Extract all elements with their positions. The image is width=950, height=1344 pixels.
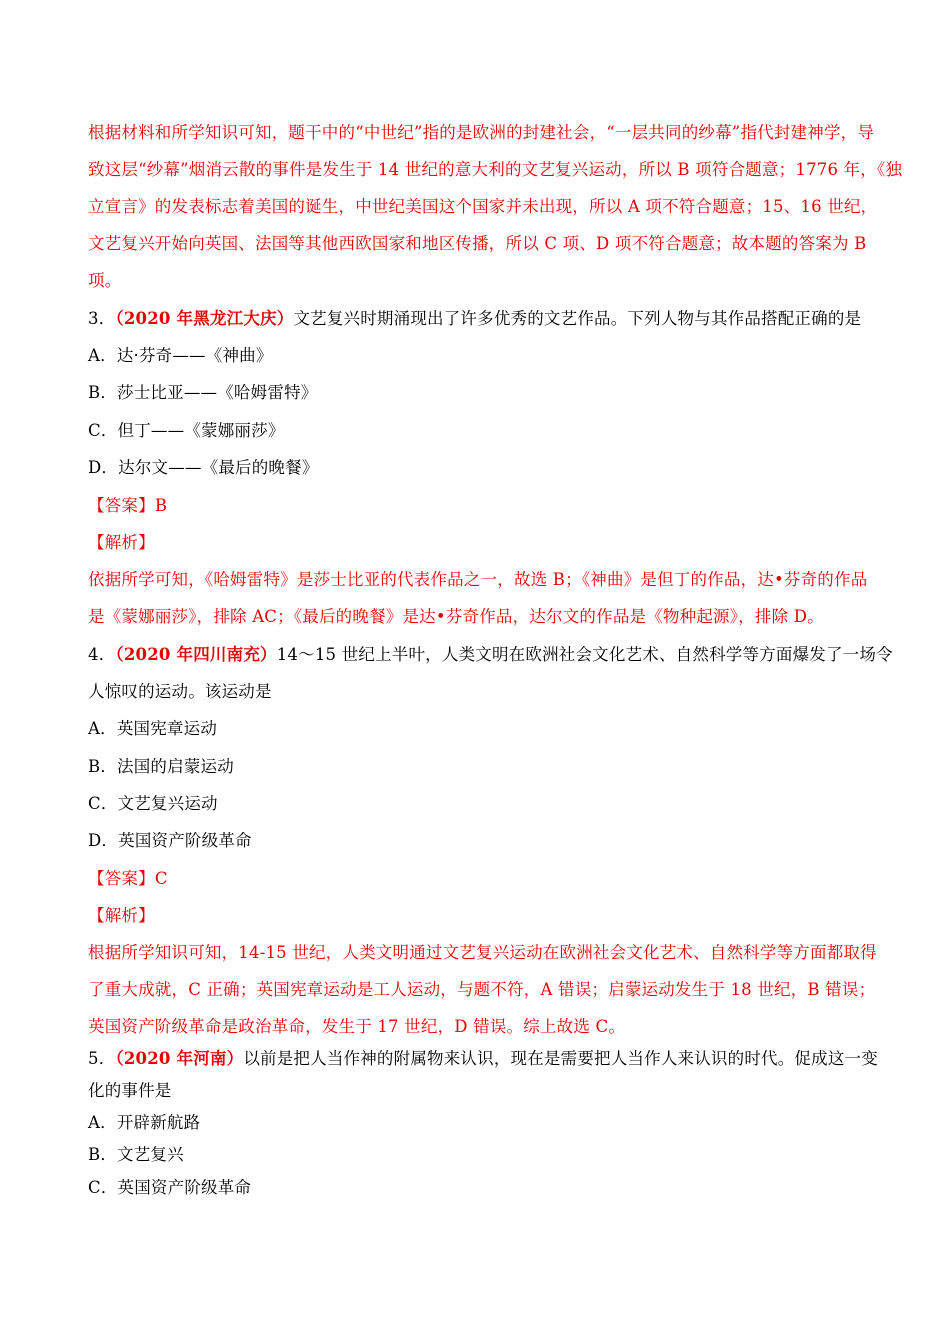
analysis-label: 【解析】 — [88, 906, 155, 925]
question-number: 4． — [88, 645, 116, 664]
question-text-cont: 化的事件是 — [88, 1081, 172, 1100]
question-4-stem — [88, 644, 893, 666]
question-source: （2020 年四川南充） — [115, 645, 277, 664]
option-c: C．但丁——《蒙娜丽莎》 — [88, 421, 285, 440]
answer-value: B — [154, 496, 168, 515]
question-5-stem — [88, 1048, 878, 1070]
answer-line — [88, 868, 168, 890]
option-a: A．达·芬奇——《神曲》 — [88, 346, 273, 365]
answer-line — [88, 495, 167, 517]
question-text: 以前是把人当作神的附属物来认识，现在是需要把人当作人来认识的时代。促成这一变 — [243, 1049, 878, 1068]
analysis-line: 文艺复兴开始向英国、法国等其他西欧国家和地区传播，所以 C 项、D 项不符合题意；故本题的答案为 B — [88, 234, 867, 253]
option-b: B．莎士比亚——《哈姆雷特》 — [88, 383, 318, 402]
analysis-line: 是《蒙娜丽莎》，排除 AC；《最后的晚餐》是达•芬奇作品，达尔文的作品是《物种起源》，排除 D。 — [88, 607, 824, 626]
analysis-line: 立宣言》的发表标志着美国的诞生，中世纪美国这个国家并未出现，所以 A 项不符合题意；15、16 世纪， — [88, 197, 878, 216]
analysis-line: 项。 — [88, 271, 122, 290]
analysis-line: 英国资产阶级革命是政治革命，发生于 17 世纪，D 错误。综上故选 C。 — [88, 1017, 626, 1036]
option-b: B．法国的启蒙运动 — [88, 757, 234, 776]
analysis-line: 依据所学可知，《哈姆雷特》是莎士比亚的代表作品之一，故选 B；《神曲》是但丁的作品，达•芬奇的作品 — [88, 570, 868, 589]
analysis-label: 【解析】 — [88, 533, 155, 552]
question-text-cont: 人惊叹的运动。该运动是 — [88, 682, 272, 701]
option-c: C．文艺复兴运动 — [88, 794, 218, 813]
analysis-line: 了重大成就，C 正确；英国宪章运动是工人运动，与题不符，A 错误；启蒙运动发生于 18 世纪，B 错误； — [88, 980, 876, 999]
question-3-stem — [88, 308, 861, 330]
option-a: A．开辟新航路 — [88, 1113, 201, 1132]
option-d: D．英国资产阶级革命 — [88, 831, 252, 850]
analysis-line: 根据材料和所学知识可知，题干中的“中世纪”指的是欧洲的封建社会，“一层共同的纱幕”指代封建神学，导 — [88, 123, 875, 142]
analysis-line: 致这层“纱幕”烟消云散的事件是发生于 14 世纪的意大利的文艺复兴运动，所以 B 项符合题意；1776 年，《独 — [88, 160, 903, 179]
question-number: 5． — [88, 1049, 116, 1068]
question-source: （2020 年河南） — [115, 1049, 244, 1068]
question-number: 3． — [88, 309, 116, 328]
answer-label: 【答案】 — [88, 869, 155, 888]
analysis-line: 根据所学知识可知，14-15 世纪，人类文明通过文艺复兴运动在欧洲社会文化艺术、自然科学等方面都取得 — [88, 943, 877, 962]
question-source: （2020 年黑龙江大庆） — [115, 309, 294, 328]
option-b: B．文艺复兴 — [88, 1145, 184, 1164]
option-a: A．英国宪章运动 — [88, 719, 218, 738]
answer-label: 【答案】 — [88, 496, 155, 515]
question-text: 14～15 世纪上半叶，人类文明在欧洲社会文化艺术、自然科学等方面爆发了一场令 — [276, 645, 893, 664]
option-c: C．英国资产阶级革命 — [88, 1178, 252, 1197]
answer-value: C — [154, 869, 168, 888]
question-text: 文艺复兴时期涌现出了许多优秀的文艺作品。下列人物与其作品搭配正确的是 — [293, 309, 862, 328]
option-d: D．达尔文——《最后的晚餐》 — [88, 458, 319, 477]
